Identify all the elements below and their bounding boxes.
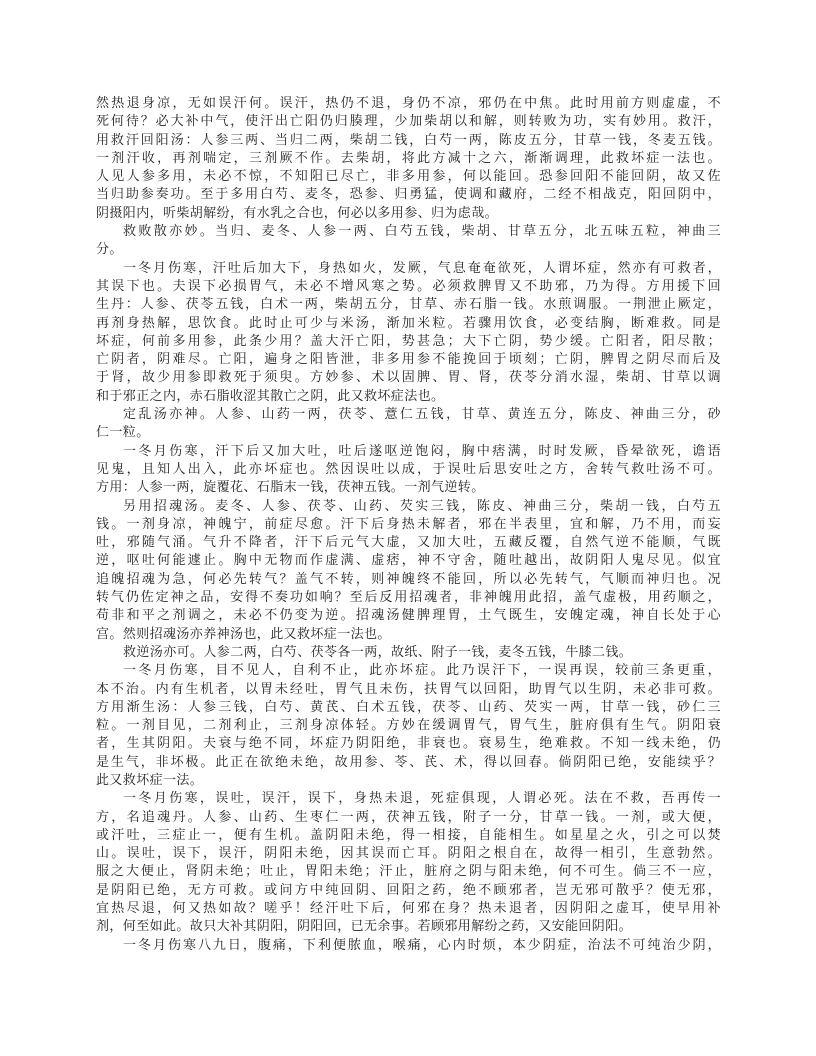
- text-line: 人见人参多用，未必不惊，不知阳已尽亡，非多用参，何以能回。恐参回阳不能回阴，故又佐: [96, 168, 721, 184]
- text-line: 山。误吐，误下，误汗，阴阳未绝，因其误而亡耳。阴阳之根自在，故得一相引，生意勃然。: [96, 845, 721, 861]
- text-line: 宫。然则招魂汤亦养神汤也，此又救坏症一法也。: [96, 625, 391, 641]
- text-line: 亡阴者，阴难尽。亡阳，遍身之阳皆泄，非多用参不能挽回于顷刻；亡阴，脾胃之阴尽而后及: [96, 351, 721, 367]
- text-line: 此又救坏症一法。: [96, 771, 204, 787]
- text-line: 见鬼，且知人出入，此亦坏症也。然因误吐以成，于误吐后思安吐之方，舍转气救吐汤不可。: [96, 460, 721, 476]
- text-line: 一冬月伤寒，汗吐后加大下，身热如火，发厥，气息奄奄欲死，人谓坏症，然亦有可救者，: [123, 259, 721, 275]
- text-line: 粒。一剂目见，二剂利止，三剂身凉体轻。方妙在缓调胃气，胃气生，脏府俱有生气。阴阳衰: [96, 717, 721, 733]
- text-line: 死何待？必大补中气，使汗出亡阳仍归腠理，少加柴胡以和解，则转败为功，实有妙用。救汗，: [96, 113, 721, 129]
- text-line: 于肾，故少用参即救死于须臾。方妙参、术以固脾、胃、肾，茯苓分消水湿，柴胡、甘草以调: [96, 369, 721, 385]
- text-line: 方用渐生汤：人参三钱，白芍、黄芪、白术五钱，茯苓、山药、芡实一两，甘草一钱，砂仁三: [96, 698, 721, 714]
- text-line: 当归助参奏功。至于多用白芍、麦冬，恐参、归勇猛，使调和藏府，二经不相战克，阳回阴中，: [96, 186, 721, 202]
- text-line: 或汗吐，三症止一，便有生机。盖阴阳未绝，得一相接，自能相生。如星星之火，引之可以焚: [96, 826, 721, 842]
- text-line: 吐，邪随气涌。气升不降者，汗下后元气大虚，又加大吐，五藏反覆，自然气逆不能顺，气既: [96, 534, 721, 550]
- text-line: 方，名追魂丹。人参、山药、生枣仁一两，茯神五钱，附子一分，甘草一钱。一剂，或大便，: [96, 808, 721, 824]
- text-block: [96, 94, 721, 954]
- text-line: 一冬月伤寒，目不见人，自利不止，此亦坏症。此乃误汗下，一误再误，较前三条更重，: [123, 662, 721, 678]
- text-line: 其误下也。夫误下必损胃气，未必不增风寒之势。必须救脾胃又不助邪，乃为得。方用援下回: [96, 277, 721, 293]
- text-line: 再剂身热解，思饮食。此时止可少与米汤，渐加米粒。若骤用饮食，必变结胸，断难救。同是: [96, 314, 721, 330]
- text-line: 是阴阳已绝，无方可救。或问方中纯回阴、回阳之药，绝不顾邪者，岂无邪可散乎？使无邪，: [96, 881, 721, 897]
- text-line: 分。: [96, 241, 123, 257]
- text-line: 一剂汗收，再剂喘定，三剂厥不作。去柴胡，将此方减十之六，渐渐调理，此救坏症一法也。: [96, 149, 721, 165]
- text-line: 逆，呕吐何能遽止。胸中无物而作虚满、虚痞，神不守舍，随吐越出，故阴阳人鬼尽见。似宜: [96, 552, 721, 568]
- text-line: 钱。一剂身凉，神魄宁，前症尽愈。汗下后身热未解者，邪在半表里，宜和解，乃不用，而妄: [96, 515, 721, 531]
- text-line: 生丹：人参、茯苓五钱，白术一两，柴胡五分，甘草、赤石脂一钱。水煎调服。一荆泄止厥定，: [96, 296, 721, 312]
- text-line: 转气仍佐定神之品，安得不奏功如响？至后反用招魂者，非神魄用此招，盖气虚极，用药顺之，: [96, 589, 721, 605]
- text-line: 追魄招魂为急，何必先转气？盖气不转，则神魄终不能回，所以必先转气，气顺而神归也。况: [96, 570, 721, 586]
- text-line: 和于邪正之内，赤石脂收涩其散亡之阴，此又救坏症法也。: [96, 387, 445, 403]
- text-line: 另用招魂汤。麦冬、人参、茯苓、山药、芡实三钱，陈皮、神曲三分，柴胡一钱，白芍五: [123, 497, 721, 513]
- text-line: 坏症，何前多用参，此条少用？盖大汗亡阳，势甚急；大下亡阴，势少缓。亡阳者，阳尽散；: [96, 332, 721, 348]
- text-line: 剂，何至如此。故只大补其阴阳，阴阳回，已无余事。若顾邪用解纷之药，又安能回阴阳。: [96, 918, 633, 934]
- text-line: 本不治。内有生机者，以胃未经吐，胃气且未伤，扶胃气以回阳，助胃气以生阴，未必非可救。: [96, 680, 721, 696]
- text-line: 者，生其阴阳。夫衰与绝不同，坏症乃阴阳绝，非衰也。衰易生，绝难救。不知一线未绝，仍: [96, 735, 721, 751]
- text-line: 阴摄阳内，听柴胡解纷，有水乳之合也，何必以多用参、归为虑哉。: [96, 204, 499, 220]
- text-line: 一冬月伤寒，汗下后又加大吐，吐后遂呕逆饱闷，胸中痞满，时时发厥，昏晕欲死，谵语: [123, 442, 721, 458]
- text-line: 然热退身凉，无如误汗何。误汗，热仍不退，身仍不凉，邪仍在中焦。此时用前方则虚虚，不: [96, 95, 721, 110]
- text-line: 用救汗回阳汤：人参三两、当归二两，柴胡二钱，白芍一两，陈皮五分，甘草一钱，冬麦五钱。: [96, 131, 721, 147]
- text-line: 救败散亦妙。当归、麦冬、人参一两、白芍五钱，柴胡、甘草五分，北五味五粒，神曲三: [123, 223, 721, 239]
- text-line: 定乱汤亦神。人参、山药一两，茯苓、薏仁五钱，甘草、黄连五分，陈皮、神曲三分，砂: [123, 406, 721, 422]
- text-line: 苟非和平之剂调之，未必不仍变为逆。招魂汤健脾理胃，土气既生，安魄定魂，神自长处于心: [96, 607, 721, 623]
- text-line: 一冬月伤寒，误吐，误汗，误下，身热未退，死症俱现，人谓必死。法在不救，吾再传一: [123, 790, 721, 806]
- text-line: 是生气，非坏极。此正在欲绝未绝，故用参、苓、芪、术，得以回春。倘阴阳已绝，安能续乎？: [96, 753, 721, 769]
- text-line: 方用：人参一两，旋覆花、石脂末一钱，茯神五钱。一剂气逆转。: [96, 479, 485, 495]
- text-line: 服之大便止，肾阴未绝；吐止，胃阳未绝；汗止，脏府之阴与阳未绝，何不可生。倘三不一应，: [96, 863, 721, 879]
- text-line: 仁一粒。: [96, 424, 150, 440]
- text-line: 一冬月伤寒八九日，腹痛，下利便脓血，喉痛，心内时烦，本少阴症，治法不可纯治少阴，: [123, 936, 721, 952]
- text-line: 宜热尽退，何又热如故？嗟乎！经汗吐下后，何邪在身？热未退者，因阴阳之虚耳，使早用补: [96, 900, 721, 916]
- text-line: 救逆汤亦可。人参二两，白芍、茯苓各一两，故纸、附子一钱，麦冬五钱，牛膝二钱。: [123, 643, 633, 659]
